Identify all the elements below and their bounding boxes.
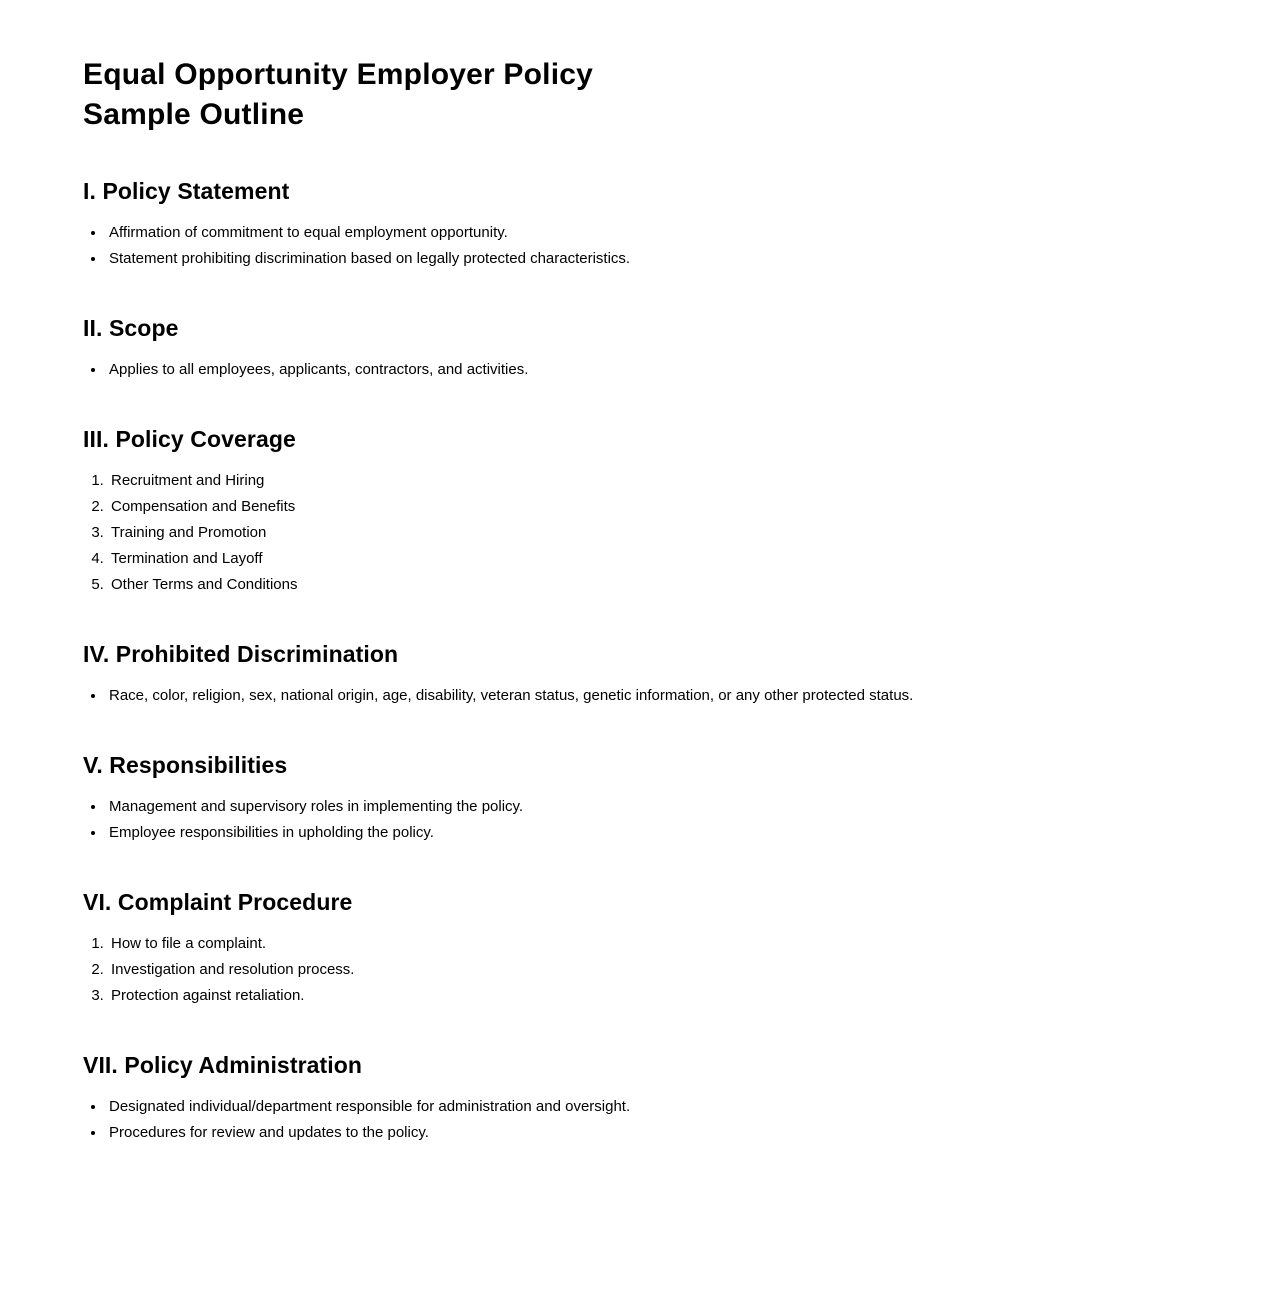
policy-coverage-numbered-list xyxy=(83,468,1158,598)
section-policy-coverage xyxy=(83,425,1158,598)
list-item: 4. Termination and Layoff xyxy=(108,546,1158,572)
section-policy-statement xyxy=(83,177,1158,272)
list-item: • Statement prohibiting discrimination based on legally protected characteristics. xyxy=(106,246,1158,272)
list-item: • Affirmation of commitment to equal employment opportunity. xyxy=(106,220,1158,246)
list-item: 5. Other Terms and Conditions xyxy=(108,572,1158,598)
section-heading-responsibilities: V. Responsibilities xyxy=(83,752,288,778)
list-item: 2. Investigation and resolution process. xyxy=(108,957,1158,983)
list-item: 2. Compensation and Benefits xyxy=(108,494,1158,520)
section-heading-prohibited-discrimination: IV. Prohibited Discrimination xyxy=(83,641,399,667)
section-heading-policy-coverage: III. Policy Coverage xyxy=(83,426,296,452)
section-responsibilities xyxy=(83,751,1158,846)
section-prohibited-discrimination xyxy=(83,640,1158,709)
list-item: • Designated individual/department responsible for administration and oversight. xyxy=(106,1094,1158,1120)
list-item: 1. Recruitment and Hiring xyxy=(108,468,1158,494)
section-policy-administration xyxy=(83,1051,1158,1146)
section-heading-scope: II. Scope xyxy=(83,315,179,341)
section-heading-complaint-procedure: VI. Complaint Procedure xyxy=(83,889,353,915)
list-item: • Procedures for review and updates to the policy. xyxy=(106,1120,1158,1146)
complaint-procedure-numbered-list xyxy=(83,931,1158,1009)
list-item: 1. How to file a complaint. xyxy=(108,931,1158,957)
document-title-line-2: Sample Outline xyxy=(83,98,305,131)
list-item: • Employee responsibilities in upholding the policy. xyxy=(106,820,1158,846)
list-item: 3. Protection against retaliation. xyxy=(108,983,1158,1009)
list-item: • Race, color, religion, sex, national origin, age, disability, veteran status, genetic information, or any other protected status. xyxy=(106,683,1158,709)
list-item: 3. Training and Promotion xyxy=(108,520,1158,546)
section-heading-policy-administration: VII. Policy Administration xyxy=(83,1052,363,1078)
policy-administration-bullet-list xyxy=(83,1094,1158,1146)
prohibited-discrimination-bullet-list xyxy=(83,683,1158,709)
responsibilities-bullet-list xyxy=(83,794,1158,846)
section-scope xyxy=(83,314,1158,383)
section-heading-policy-statement: I. Policy Statement xyxy=(83,178,290,204)
policy-statement-bullet-list xyxy=(83,220,1158,272)
scope-bullet-list xyxy=(83,357,1158,383)
document-title xyxy=(83,55,1158,135)
list-item: • Applies to all employees, applicants, contractors, and activities. xyxy=(106,357,1158,383)
section-complaint-procedure xyxy=(83,888,1158,1009)
document-title-line-1: Equal Opportunity Employer Policy xyxy=(83,58,594,91)
list-item: • Management and supervisory roles in implementing the policy. xyxy=(106,794,1158,820)
